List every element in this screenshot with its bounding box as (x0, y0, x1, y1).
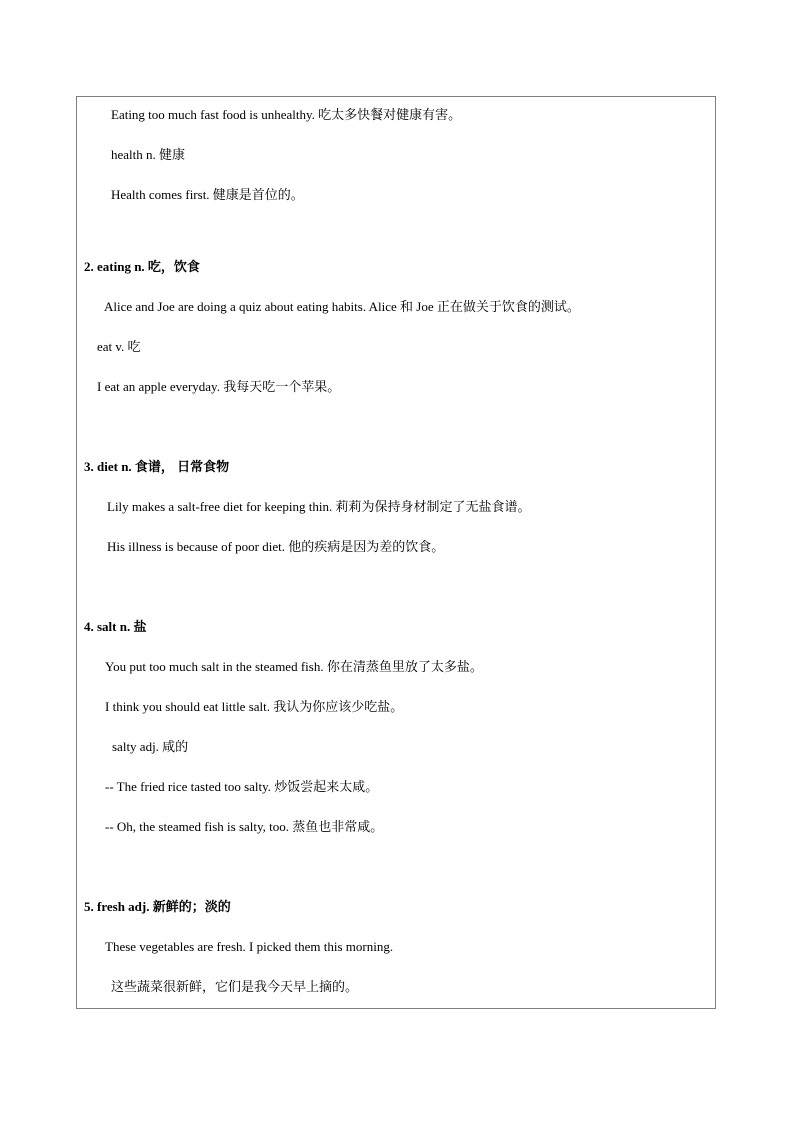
vocab-heading-diet: 3. diet n. 食谱， 日常食物 (84, 459, 230, 474)
word-entry-health: health n. 健康 (111, 147, 186, 162)
example-sentence: I eat an apple everyday. 我每天吃一个苹果。 (97, 379, 341, 394)
example-translation: 这些蔬菜很新鲜，它们是我今天早上摘的。 (111, 979, 359, 994)
word-entry-eat: eat v. 吃 (97, 339, 141, 354)
example-sentence: Eating too much fast food is unhealthy. 吃太多快餐对健康有害。 (111, 107, 462, 122)
vocab-heading-eating: 2. eating n. 吃，饮食 (84, 259, 200, 274)
vocab-heading-fresh: 5. fresh adj. 新鲜的；淡的 (84, 899, 231, 914)
vocab-heading-salt: 4. salt n. 盐 (84, 619, 147, 634)
dialogue-line: -- The fried rice tasted too salty. 炒饭尝起来太咸。 (105, 779, 379, 794)
example-sentence: I think you should eat little salt. 我认为你应该少吃盐。 (105, 699, 404, 714)
example-sentence: Alice and Joe are doing a quiz about eating habits. Alice 和 Joe 正在做关于饮食的测试。 (104, 299, 580, 314)
example-sentence: These vegetables are fresh. I picked them this morning. (105, 939, 394, 954)
example-sentence: His illness is because of poor diet. 他的疾病是因为差的饮食。 (107, 539, 445, 554)
example-sentence: Health comes first. 健康是首位的。 (111, 187, 304, 202)
word-entry-salty: salty adj. 咸的 (112, 739, 189, 754)
dialogue-line: -- Oh, the steamed fish is salty, too. 蒸鱼也非常咸。 (105, 819, 384, 834)
example-sentence: You put too much salt in the steamed fish. 你在清蒸鱼里放了太多盐。 (105, 659, 483, 674)
example-sentence: Lily makes a salt-free diet for keeping thin. 莉莉为保持身材制定了无盐食谱。 (107, 499, 531, 514)
